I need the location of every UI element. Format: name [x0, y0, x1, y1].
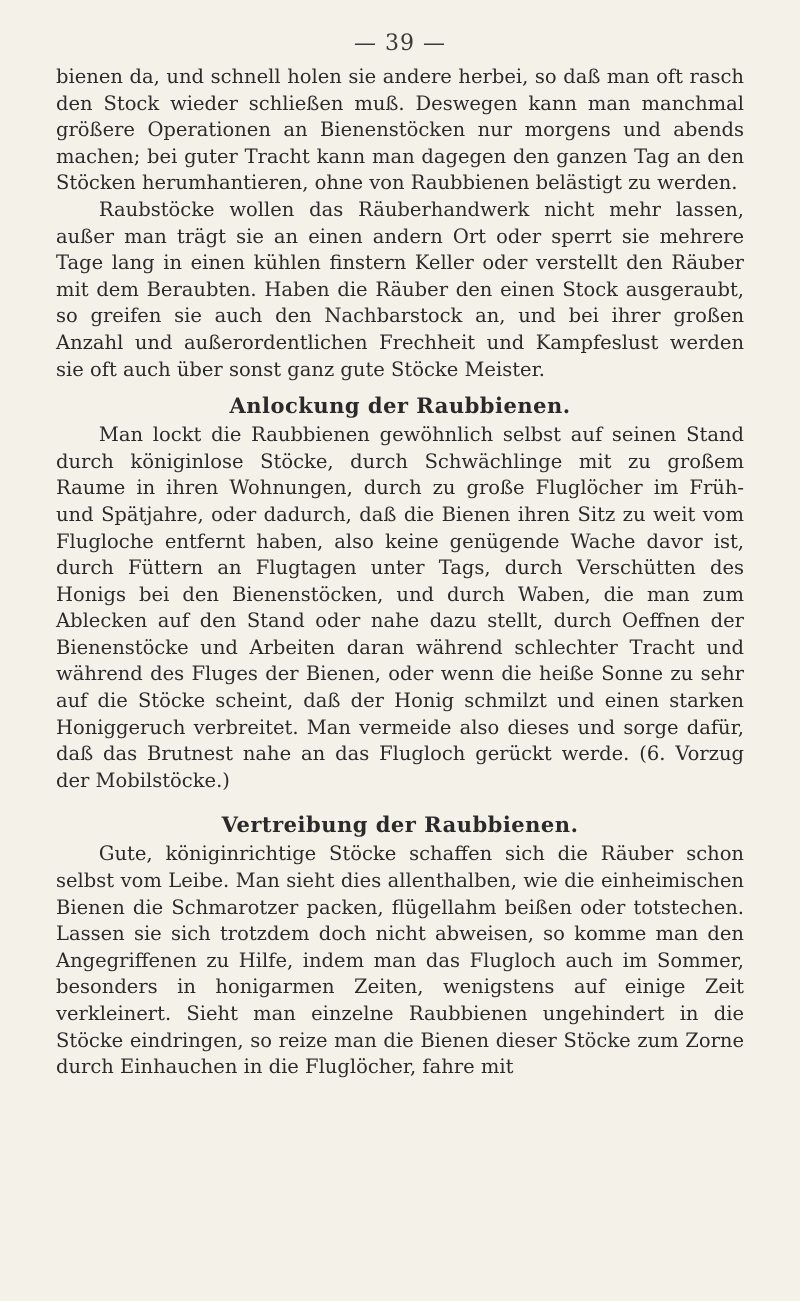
paragraph-continued: bienen da, und schnell holen sie andere herbei, so daß man oft rasch den Stock wieder schließen muß. Deswegen kann man manchmal größere Operationen an Bienenstöcken nur morgens und abends machen; bei guter Tracht kann man dagegen den ganzen Tag an den Stöcken herumhantieren, ohne von Raubbienen belästigt zu werden. [56, 65, 744, 195]
page-number: — 39 — [354, 31, 446, 56]
section-heading-vertreibung: Vertreibung der Raubbienen. [221, 812, 579, 838]
paragraph-anlockung: Man lockt die Raubbienen gewöhnlich selbst auf seinen Stand durch königinlose Stöcke, durch Schwächlinge mit zu großem Raume in ihren Wohnungen, durch zu große Fluglöcher im Früh- und Spätjahre, oder dadurch, daß die Bienen ihren Sitz zu weit vom Flugloche entfernt haben, also keine genügende Wache davor ist, durch Füttern an Flugtagen unter Tags, durch Verschütten des Honigs bei den Bienenstöcken, und durch Waben, die man zum Ablecken auf den Stand oder nahe dazu stellt, durch Oeffnen der Bienenstöcke und Arbeiten daran während schlechter Tracht und während des Fluges der Bienen, oder wenn die heiße Sonne zu sehr auf die Stöcke scheint, daß der Honig schmilzt und einen starken Honiggeruch verbreitet. Man vermeide also dieses und sorge dafür, daß das Brutnest nahe an das Flugloch gerückt werde. (6. Vorzug der Mobilstöcke.) [56, 423, 744, 792]
paragraph-vertreibung: Gute, königinrichtige Stöcke schaffen sich die Räuber schon selbst vom Leibe. Man sieht dies allenthalben, wie die einheimischen Bienen die Schmarotzer packen, flügellahm beißen oder totstechen. Lassen sie sich trotzdem doch nicht abweisen, so komme man den Angegriffenen zu Hilfe, indem man das Flugloch auch im Sommer, besonders in honigarmen Zeiten, wenigstens auf einige Zeit verkleinert. Sieht man einzelne Raubbienen ungehindert in die Stöcke eindringen, so reize man die Bienen dieser Stöcke zum Zorne durch Einhauchen in die Fluglöcher, fahre mit [56, 842, 744, 1079]
section-heading-anlockung: Anlockung der Raubbienen. [229, 393, 571, 419]
paragraph-raubstoecke: Raubstöcke wollen das Räuberhandwerk nicht mehr lassen, außer man trägt sie an einen andern Ort oder sperrt sie mehrere Tage lang in einen kühlen finstern Keller oder verstellt den Räuber mit dem Beraubten. Haben die Räuber den einen Stock ausgeraubt, so greifen sie auch den Nachbarstock an, und bei ihrer großen Anzahl und außerordentlichen Frechheit und Kampfeslust werden sie oft auch über sonst ganz gute Stöcke Meister. [56, 197, 744, 381]
